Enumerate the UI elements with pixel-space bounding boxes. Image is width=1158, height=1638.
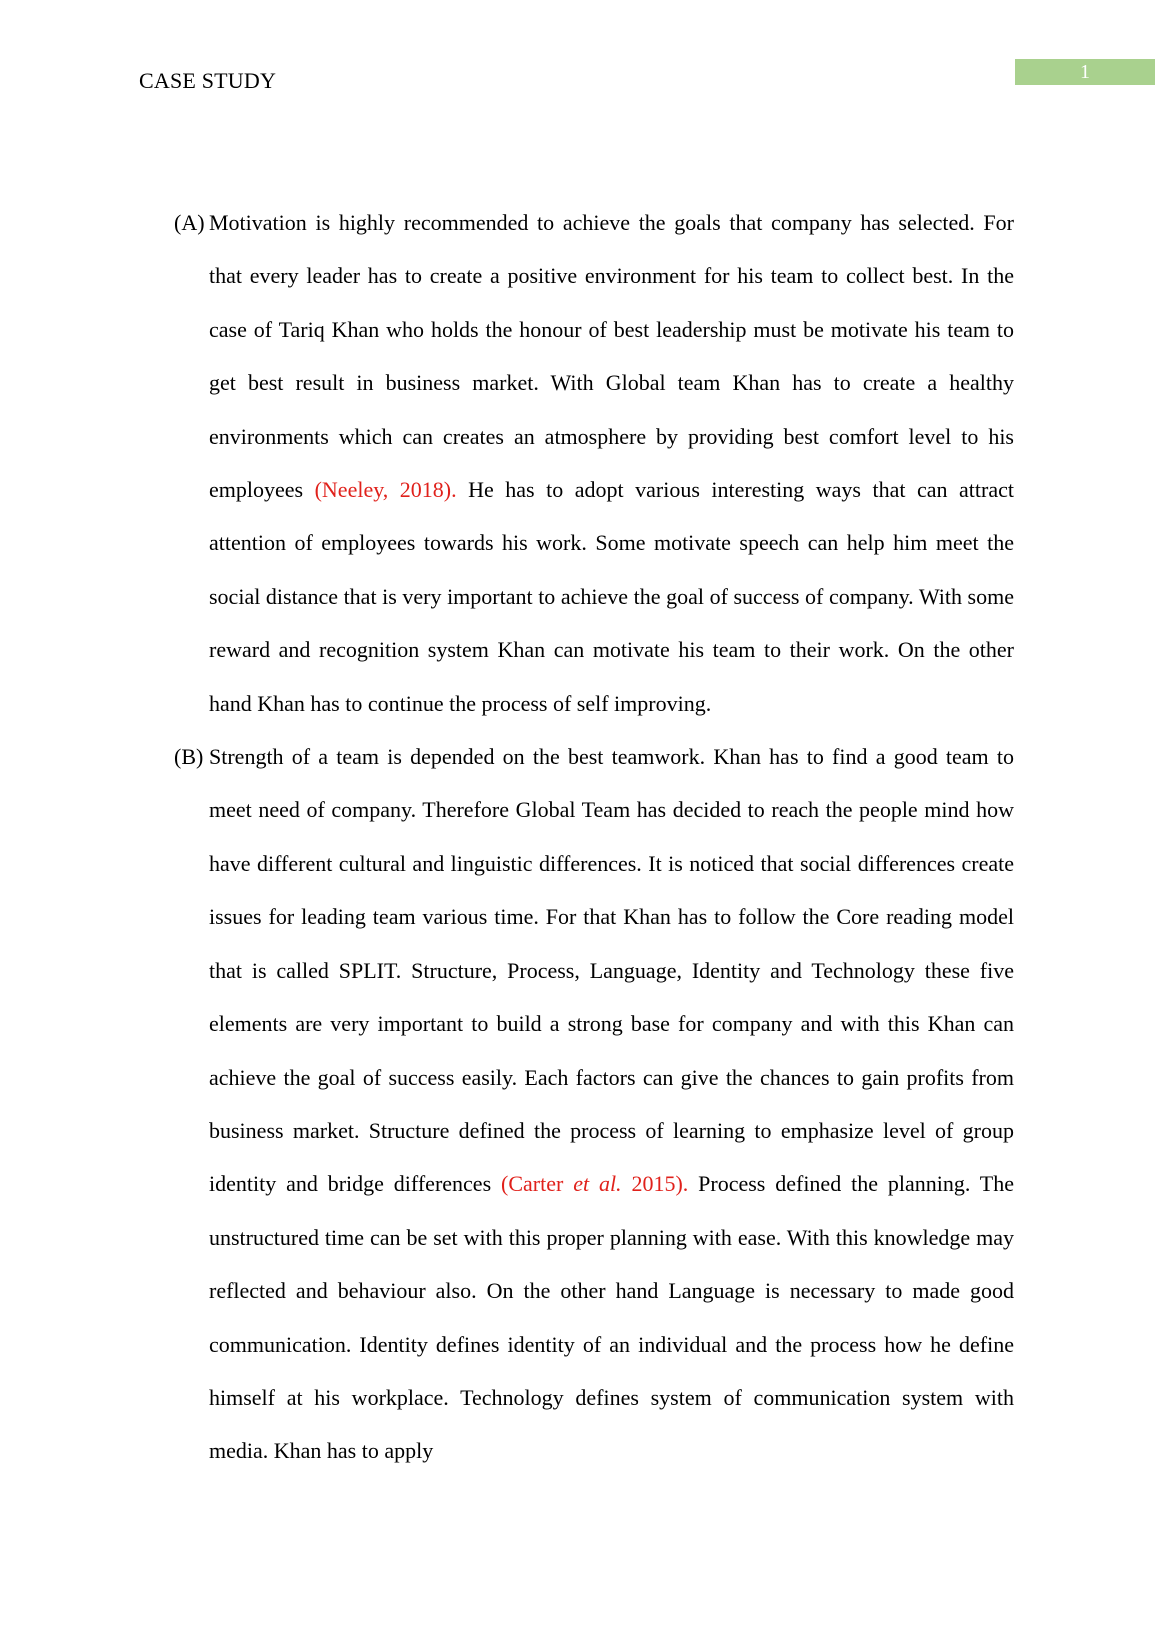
list-marker-a: (A) (174, 210, 205, 235)
citation-carter-etal: et al. (573, 1171, 622, 1197)
citation-neeley: (Neeley, 2018). (314, 477, 457, 503)
page-number: 1 (1015, 59, 1155, 85)
paragraph-b-text-2: Process defined the planning. The unstructured time can be set with this proper planning with ease. With this knowledge may reflected and behaviour also. On the other hand Language is necessary to made good communication. Identity defines identity of an individual and the process how he define himself at his workplace. Technology defines system of communication system with media. Khan has to apply (209, 1171, 1015, 1464)
paragraph-b-text-1: Strength of a team is depended on the best teamwork. Khan has to find a good team to meet need of company. Therefore Global Team has decided to reach the people mind how have different cultural and linguistic differences. It is noticed that social differences create issues for leading team various time. For that Khan has to follow the Core reading model that is called SPLIT. Structure, Process, Language, Identity and Technology these five elements are very important to build a strong base for company and with this Khan can achieve the goal of success easily. Each factors can give the chances to gain profits from business market. Structure defined the process of learning to emphasize level of group identity and bridge differences (209, 744, 1014, 1197)
list-item-b (174, 730, 1014, 1478)
list-marker-b: (B) (174, 744, 204, 770)
paragraph-a-text-1: Motivation is highly recommended to achieve the goals that company has selected. For that every leader has to create a positive environment for his team to collect best. In the case of Tariq Khan who holds the honour of best leadership must be motivate his team to get best result in business market. With Global team Khan has to create a healthy environments which can creates an atmosphere by providing best comfort level to his employees (209, 210, 1014, 503)
paragraph-a-text-2: He has to adopt various interesting ways that can attract attention of employees towards his work. Some motivate speech can help him meet the social distance that is very important to achieve the goal of success of company. With some reward and recognition system Khan can motivate his team to their work. On the other hand Khan has to continue the process of self improving. (209, 477, 1014, 716)
citation-carter (501, 1171, 688, 1196)
list-item-a (174, 196, 1014, 730)
citation-carter-year: 2015). (621, 1171, 689, 1197)
running-header-title: CASE STUDY (139, 68, 277, 93)
document-body (174, 196, 1014, 1478)
citation-carter-author: (Carter (501, 1171, 574, 1197)
